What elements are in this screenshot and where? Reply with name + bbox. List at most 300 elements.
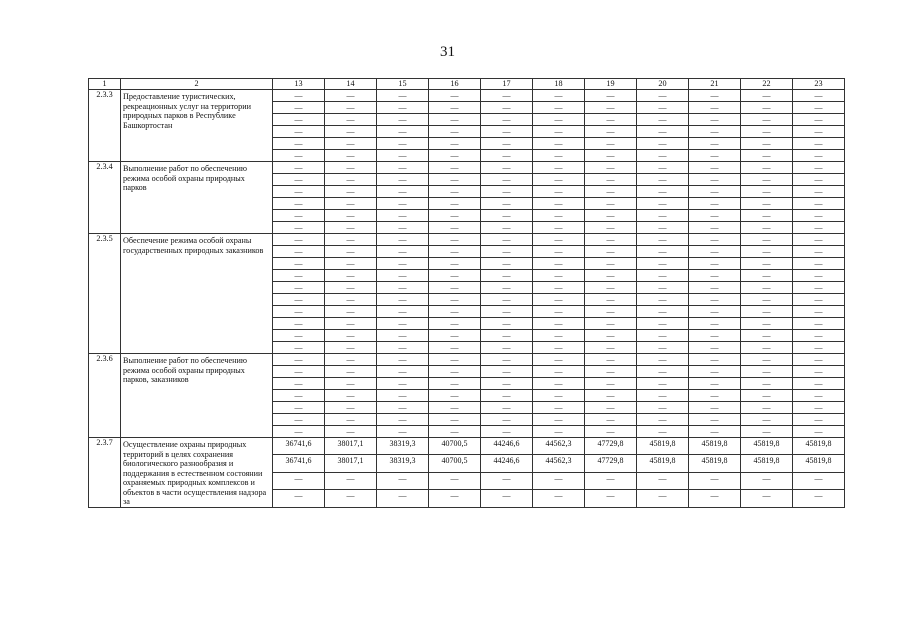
value-cell: — <box>481 234 533 246</box>
value-cell: — <box>325 270 377 282</box>
value-cell: — <box>689 210 741 222</box>
value-cell: — <box>429 186 481 198</box>
value-cell: — <box>481 102 533 114</box>
value-cell: — <box>481 294 533 306</box>
value-cell: — <box>481 198 533 210</box>
value-cell: — <box>481 150 533 162</box>
value-cell: — <box>585 162 637 174</box>
value-cell: — <box>585 294 637 306</box>
value-cell: — <box>377 162 429 174</box>
value-cell: — <box>481 342 533 354</box>
table-row <box>89 354 845 366</box>
value-cell: — <box>377 366 429 378</box>
value-cell: — <box>273 246 325 258</box>
value-cell: — <box>377 234 429 246</box>
value-cell: — <box>741 342 793 354</box>
value-cell: — <box>793 378 845 390</box>
value-cell: — <box>325 150 377 162</box>
value-cell: — <box>273 186 325 198</box>
value-cell: — <box>741 330 793 342</box>
value-cell: — <box>429 126 481 138</box>
value-cell: — <box>741 198 793 210</box>
value-cell: — <box>637 258 689 270</box>
value-cell: — <box>377 490 429 507</box>
value-cell: — <box>793 210 845 222</box>
value-cell: — <box>325 114 377 126</box>
row-description: Обеспечение режима особой охраны государственных природных заказников <box>121 234 273 354</box>
value-cell: 44562,3 <box>533 455 585 472</box>
value-cell: — <box>637 270 689 282</box>
value-cell: — <box>377 222 429 234</box>
value-cell: — <box>429 366 481 378</box>
table-row <box>89 90 845 102</box>
value-cell: — <box>377 210 429 222</box>
value-cell: — <box>689 330 741 342</box>
value-cell: — <box>637 414 689 426</box>
value-cell: 45819,8 <box>637 455 689 472</box>
value-cell: — <box>533 234 585 246</box>
value-cell: — <box>637 162 689 174</box>
value-cell: — <box>585 126 637 138</box>
value-cell: — <box>793 402 845 414</box>
column-header: 13 <box>273 79 325 90</box>
value-cell: — <box>585 222 637 234</box>
value-cell: 47729,8 <box>585 455 637 472</box>
value-cell: — <box>273 490 325 507</box>
value-cell: — <box>377 342 429 354</box>
value-cell: — <box>741 490 793 507</box>
value-cell: — <box>741 246 793 258</box>
value-cell: — <box>689 234 741 246</box>
value-cell: — <box>533 258 585 270</box>
value-cell: — <box>689 150 741 162</box>
value-cell: 36741,6 <box>273 438 325 455</box>
value-cell: — <box>741 366 793 378</box>
value-cell: 44562,3 <box>533 438 585 455</box>
value-cell: — <box>793 138 845 150</box>
table-body <box>89 90 845 508</box>
value-cell: — <box>585 138 637 150</box>
value-cell: — <box>273 354 325 366</box>
value-cell: — <box>481 366 533 378</box>
value-cell: — <box>481 282 533 294</box>
value-cell: — <box>481 306 533 318</box>
value-cell: — <box>273 378 325 390</box>
value-cell: — <box>481 402 533 414</box>
value-cell: — <box>429 114 481 126</box>
value-cell: — <box>637 294 689 306</box>
value-cell: — <box>793 306 845 318</box>
value-cell: — <box>793 162 845 174</box>
value-cell: — <box>637 390 689 402</box>
value-cell: 45819,8 <box>689 455 741 472</box>
column-header: 15 <box>377 79 429 90</box>
value-cell: — <box>793 282 845 294</box>
value-cell: — <box>273 318 325 330</box>
value-cell: — <box>273 330 325 342</box>
value-cell: — <box>273 258 325 270</box>
value-cell: — <box>585 402 637 414</box>
value-cell: 45819,8 <box>741 438 793 455</box>
value-cell: — <box>689 246 741 258</box>
value-cell: — <box>377 114 429 126</box>
value-cell: — <box>741 174 793 186</box>
value-cell: — <box>585 114 637 126</box>
value-cell: — <box>741 150 793 162</box>
value-cell: — <box>533 246 585 258</box>
value-cell: — <box>377 378 429 390</box>
value-cell: — <box>429 282 481 294</box>
value-cell: — <box>585 186 637 198</box>
value-cell: — <box>585 270 637 282</box>
value-cell: — <box>429 318 481 330</box>
value-cell: — <box>325 318 377 330</box>
value-cell: — <box>793 414 845 426</box>
value-cell: — <box>377 390 429 402</box>
value-cell: — <box>429 330 481 342</box>
value-cell: — <box>429 246 481 258</box>
value-cell: — <box>533 186 585 198</box>
value-cell: — <box>273 426 325 438</box>
value-cell: — <box>585 210 637 222</box>
value-cell: — <box>793 198 845 210</box>
value-cell: — <box>429 490 481 507</box>
value-cell: — <box>273 126 325 138</box>
value-cell: — <box>689 402 741 414</box>
value-cell: — <box>481 270 533 282</box>
value-cell: — <box>325 354 377 366</box>
value-cell: — <box>429 210 481 222</box>
value-cell: — <box>689 366 741 378</box>
value-cell: — <box>689 294 741 306</box>
value-cell: — <box>273 390 325 402</box>
value-cell: — <box>429 426 481 438</box>
value-cell: — <box>533 426 585 438</box>
value-cell: — <box>689 378 741 390</box>
value-cell: — <box>481 354 533 366</box>
value-cell: — <box>481 162 533 174</box>
value-cell: — <box>533 318 585 330</box>
value-cell: — <box>273 270 325 282</box>
value-cell: — <box>741 472 793 489</box>
value-cell: — <box>585 90 637 102</box>
value-cell: — <box>533 294 585 306</box>
value-cell: — <box>325 126 377 138</box>
column-header: 21 <box>689 79 741 90</box>
value-cell: — <box>533 366 585 378</box>
value-cell: 40700,5 <box>429 455 481 472</box>
value-cell: — <box>741 402 793 414</box>
value-cell: — <box>637 210 689 222</box>
value-cell: — <box>793 126 845 138</box>
value-cell: — <box>689 198 741 210</box>
value-cell: — <box>741 222 793 234</box>
value-cell: — <box>793 294 845 306</box>
value-cell: — <box>429 102 481 114</box>
value-cell: — <box>793 354 845 366</box>
value-cell: — <box>533 162 585 174</box>
value-cell: — <box>689 186 741 198</box>
value-cell: — <box>325 282 377 294</box>
value-cell: — <box>273 472 325 489</box>
value-cell: — <box>741 390 793 402</box>
value-cell: — <box>793 150 845 162</box>
row-number: 2.3.3 <box>89 90 121 162</box>
value-cell: — <box>637 114 689 126</box>
value-cell: — <box>273 414 325 426</box>
value-cell: — <box>637 234 689 246</box>
value-cell: — <box>533 282 585 294</box>
column-header: 1 <box>89 79 121 90</box>
value-cell: — <box>273 402 325 414</box>
value-cell: — <box>377 90 429 102</box>
column-header: 2 <box>121 79 273 90</box>
value-cell: — <box>533 414 585 426</box>
value-cell: — <box>585 306 637 318</box>
value-cell: — <box>273 282 325 294</box>
value-cell: — <box>793 366 845 378</box>
value-cell: — <box>741 270 793 282</box>
value-cell: 38319,3 <box>377 438 429 455</box>
table-row <box>89 162 845 174</box>
column-header: 16 <box>429 79 481 90</box>
value-cell: — <box>689 354 741 366</box>
value-cell: — <box>377 150 429 162</box>
value-cell: 38017,1 <box>325 455 377 472</box>
value-cell: — <box>481 258 533 270</box>
value-cell: — <box>533 198 585 210</box>
value-cell: — <box>585 150 637 162</box>
value-cell: — <box>377 102 429 114</box>
value-cell: — <box>793 90 845 102</box>
value-cell: — <box>429 354 481 366</box>
value-cell: — <box>481 174 533 186</box>
value-cell: — <box>793 426 845 438</box>
value-cell: 45819,8 <box>793 438 845 455</box>
value-cell: 44246,6 <box>481 455 533 472</box>
value-cell: — <box>377 198 429 210</box>
value-cell: — <box>585 414 637 426</box>
value-cell: — <box>533 354 585 366</box>
value-cell: — <box>793 342 845 354</box>
value-cell: — <box>637 186 689 198</box>
value-cell: — <box>637 174 689 186</box>
value-cell: — <box>689 90 741 102</box>
value-cell: — <box>689 426 741 438</box>
value-cell: — <box>429 150 481 162</box>
value-cell: — <box>429 198 481 210</box>
value-cell: — <box>533 102 585 114</box>
value-cell: — <box>637 102 689 114</box>
value-cell: — <box>533 222 585 234</box>
value-cell: — <box>481 414 533 426</box>
table-row <box>89 438 845 455</box>
value-cell: — <box>481 330 533 342</box>
value-cell: — <box>481 114 533 126</box>
value-cell: 47729,8 <box>585 438 637 455</box>
value-cell: — <box>325 162 377 174</box>
value-cell: — <box>325 186 377 198</box>
value-cell: — <box>325 90 377 102</box>
value-cell: — <box>585 198 637 210</box>
value-cell: — <box>793 330 845 342</box>
value-cell: — <box>637 366 689 378</box>
value-cell: — <box>325 342 377 354</box>
value-cell: — <box>585 342 637 354</box>
value-cell: — <box>273 162 325 174</box>
value-cell: — <box>481 472 533 489</box>
value-cell: — <box>637 150 689 162</box>
value-cell: — <box>533 90 585 102</box>
value-cell: — <box>377 258 429 270</box>
value-cell: — <box>533 126 585 138</box>
value-cell: — <box>585 102 637 114</box>
value-cell: — <box>533 150 585 162</box>
value-cell: — <box>377 318 429 330</box>
value-cell: — <box>741 234 793 246</box>
value-cell: — <box>637 126 689 138</box>
value-cell: — <box>533 330 585 342</box>
value-cell: — <box>325 234 377 246</box>
value-cell: — <box>533 270 585 282</box>
value-cell: — <box>325 490 377 507</box>
value-cell: — <box>273 306 325 318</box>
value-cell: — <box>689 306 741 318</box>
value-cell: — <box>325 198 377 210</box>
value-cell: — <box>325 210 377 222</box>
value-cell: — <box>533 114 585 126</box>
column-header-row <box>89 79 845 90</box>
value-cell: — <box>637 198 689 210</box>
value-cell: — <box>533 210 585 222</box>
value-cell: — <box>377 186 429 198</box>
column-header: 22 <box>741 79 793 90</box>
value-cell: — <box>273 102 325 114</box>
value-cell: — <box>325 306 377 318</box>
value-cell: — <box>689 174 741 186</box>
value-cell: — <box>325 366 377 378</box>
value-cell: — <box>273 294 325 306</box>
value-cell: — <box>637 342 689 354</box>
value-cell: — <box>689 270 741 282</box>
value-cell: — <box>741 294 793 306</box>
value-cell: — <box>637 402 689 414</box>
value-cell: — <box>429 390 481 402</box>
value-cell: — <box>377 306 429 318</box>
value-cell: — <box>377 174 429 186</box>
value-cell: — <box>637 490 689 507</box>
value-cell: — <box>585 282 637 294</box>
value-cell: — <box>481 210 533 222</box>
value-cell: — <box>637 246 689 258</box>
value-cell: — <box>637 426 689 438</box>
value-cell: — <box>325 390 377 402</box>
value-cell: — <box>689 282 741 294</box>
value-cell: — <box>689 490 741 507</box>
value-cell: — <box>481 426 533 438</box>
value-cell: — <box>481 186 533 198</box>
row-description: Выполнение работ по обеспечению режима особой охраны природных парков, заказников <box>121 354 273 438</box>
value-cell: — <box>793 490 845 507</box>
value-cell: — <box>741 138 793 150</box>
value-cell: — <box>429 294 481 306</box>
value-cell: — <box>377 138 429 150</box>
value-cell: — <box>273 138 325 150</box>
value-cell: — <box>793 246 845 258</box>
value-cell: — <box>741 258 793 270</box>
value-cell: — <box>377 402 429 414</box>
value-cell: — <box>637 138 689 150</box>
value-cell: — <box>325 414 377 426</box>
row-number: 2.3.6 <box>89 354 121 438</box>
value-cell: — <box>741 306 793 318</box>
value-cell: — <box>377 354 429 366</box>
value-cell: — <box>273 222 325 234</box>
value-cell: — <box>637 222 689 234</box>
value-cell: — <box>377 414 429 426</box>
row-number: 2.3.4 <box>89 162 121 234</box>
value-cell: — <box>533 174 585 186</box>
value-cell: 40700,5 <box>429 438 481 455</box>
value-cell: — <box>741 282 793 294</box>
value-cell: — <box>585 174 637 186</box>
value-cell: — <box>429 402 481 414</box>
value-cell: — <box>689 126 741 138</box>
value-cell: — <box>637 472 689 489</box>
value-cell: — <box>689 390 741 402</box>
value-cell: — <box>689 138 741 150</box>
value-cell: — <box>481 90 533 102</box>
value-cell: — <box>689 222 741 234</box>
value-cell: — <box>325 426 377 438</box>
value-cell: — <box>793 318 845 330</box>
value-cell: — <box>689 102 741 114</box>
value-cell: — <box>741 354 793 366</box>
value-cell: — <box>793 186 845 198</box>
value-cell: — <box>741 102 793 114</box>
value-cell: — <box>741 186 793 198</box>
value-cell: — <box>533 390 585 402</box>
value-cell: — <box>377 282 429 294</box>
value-cell: — <box>325 246 377 258</box>
value-cell: — <box>325 102 377 114</box>
value-cell: — <box>429 222 481 234</box>
value-cell: — <box>585 318 637 330</box>
value-cell: — <box>273 114 325 126</box>
table-row <box>89 234 845 246</box>
value-cell: — <box>585 234 637 246</box>
value-cell: — <box>689 342 741 354</box>
value-cell: 44246,6 <box>481 438 533 455</box>
row-number: 2.3.7 <box>89 438 121 508</box>
value-cell: — <box>585 258 637 270</box>
value-cell: 45819,8 <box>741 455 793 472</box>
value-cell: — <box>741 210 793 222</box>
value-cell: — <box>325 472 377 489</box>
value-cell: 36741,6 <box>273 455 325 472</box>
value-cell: — <box>481 390 533 402</box>
value-cell: — <box>689 114 741 126</box>
value-cell: — <box>741 114 793 126</box>
value-cell: — <box>741 126 793 138</box>
column-header: 20 <box>637 79 689 90</box>
value-cell: — <box>793 472 845 489</box>
value-cell: — <box>429 306 481 318</box>
value-cell: — <box>325 378 377 390</box>
value-cell: — <box>533 306 585 318</box>
value-cell: 38017,1 <box>325 438 377 455</box>
value-cell: — <box>273 210 325 222</box>
